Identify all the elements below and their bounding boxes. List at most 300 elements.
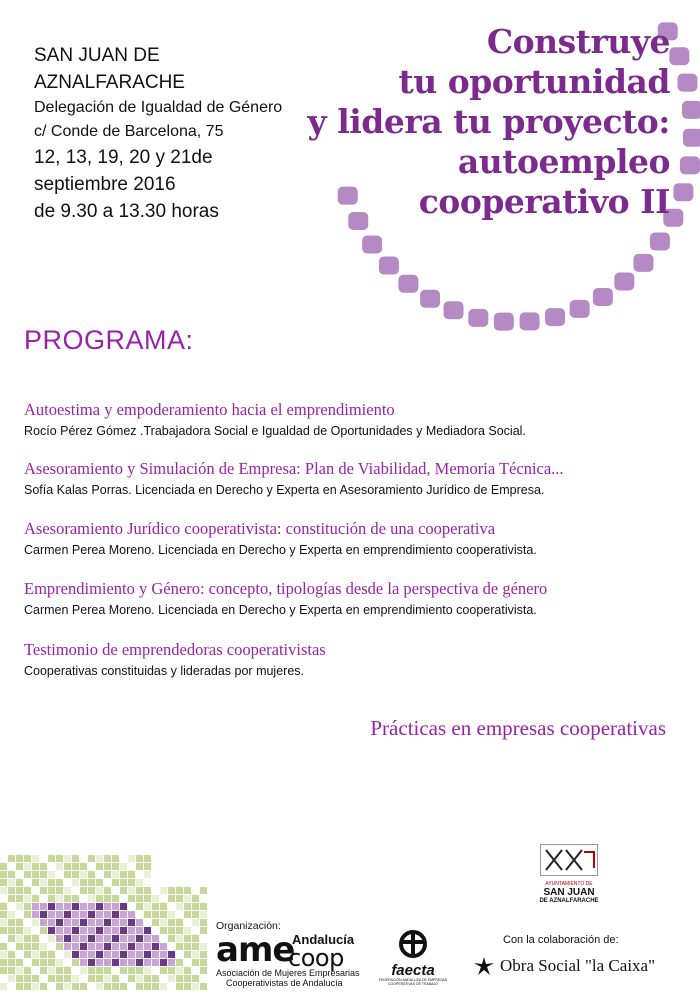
mosaic-tile bbox=[64, 967, 71, 974]
mosaic-tile bbox=[104, 919, 111, 926]
mosaic-tile bbox=[144, 935, 151, 942]
ayuntamiento-logo bbox=[536, 844, 602, 905]
mosaic-tile bbox=[80, 911, 87, 918]
mosaic-tile bbox=[120, 911, 127, 918]
mosaic-tile bbox=[24, 935, 31, 942]
arc-dot bbox=[362, 235, 382, 253]
mosaic-tile bbox=[168, 927, 175, 934]
mosaic-tile bbox=[64, 911, 71, 918]
mosaic-tile bbox=[176, 887, 183, 894]
mosaic-tile bbox=[8, 919, 15, 926]
mosaic-tile bbox=[32, 895, 39, 902]
mosaic-tile bbox=[88, 927, 95, 934]
mosaic-tile bbox=[8, 871, 15, 878]
arc-dot bbox=[614, 273, 634, 291]
mosaic-tile bbox=[40, 879, 47, 886]
mosaic-tile bbox=[168, 967, 175, 974]
mosaic-tile bbox=[80, 887, 87, 894]
mosaic-tile bbox=[160, 983, 167, 990]
mosaic-tile bbox=[128, 887, 135, 894]
mosaic-tile bbox=[48, 903, 55, 910]
mosaic-tile bbox=[48, 887, 55, 894]
mosaic-tile bbox=[136, 943, 143, 950]
mosaic-tile bbox=[96, 975, 103, 982]
mosaic-tile bbox=[152, 895, 159, 902]
mosaic-tile bbox=[40, 863, 47, 870]
mosaic-tile bbox=[24, 895, 31, 902]
mosaic-tile bbox=[96, 951, 103, 958]
mosaic-tile bbox=[80, 943, 87, 950]
mosaic-tile bbox=[144, 871, 151, 878]
mosaic-tile bbox=[128, 911, 135, 918]
mosaic-tile bbox=[40, 911, 47, 918]
mosaic-tile bbox=[64, 951, 71, 958]
mosaic-tile bbox=[0, 967, 7, 974]
mosaic-tile bbox=[144, 911, 151, 918]
mosaic-tile bbox=[64, 887, 71, 894]
arc-dot bbox=[570, 300, 590, 318]
mosaic-tile bbox=[16, 935, 23, 942]
department: Delegación de Igualdad de Género bbox=[34, 99, 283, 116]
mosaic-tile bbox=[80, 951, 87, 958]
mosaic-tile bbox=[64, 927, 71, 934]
caixa-logo bbox=[472, 955, 655, 977]
mosaic-tile bbox=[0, 863, 7, 870]
mosaic-tile bbox=[144, 983, 151, 990]
arc-dot bbox=[494, 313, 514, 331]
mosaic-tile bbox=[24, 983, 31, 990]
mosaic-tile bbox=[104, 911, 111, 918]
mosaic-tile bbox=[72, 983, 79, 990]
mosaic-tile bbox=[40, 983, 47, 990]
mosaic-tile bbox=[152, 951, 159, 958]
mosaic-tile bbox=[40, 927, 47, 934]
mosaic-tile bbox=[160, 959, 167, 966]
mosaic-tile bbox=[32, 983, 39, 990]
mosaic-tile bbox=[168, 935, 175, 942]
mosaic-tile bbox=[144, 959, 151, 966]
poster-title bbox=[308, 22, 670, 222]
mosaic-tile bbox=[176, 903, 183, 910]
mosaic-tile bbox=[88, 879, 95, 886]
mosaic-tile bbox=[88, 855, 95, 862]
mosaic-tile bbox=[96, 863, 103, 870]
mosaic-tile bbox=[112, 983, 119, 990]
mosaic-tile bbox=[120, 887, 127, 894]
title-line5: cooperativo II bbox=[418, 182, 670, 221]
mosaic-tile bbox=[192, 959, 199, 966]
mosaic-tile bbox=[32, 975, 39, 982]
mosaic-tile bbox=[0, 943, 7, 950]
mosaic-tile bbox=[152, 943, 159, 950]
ame-sub2: Cooperativistas de Andalucía bbox=[226, 978, 343, 988]
mosaic-tile bbox=[176, 927, 183, 934]
mosaic-tile bbox=[176, 983, 183, 990]
arc-dot bbox=[468, 309, 488, 327]
mosaic-tile bbox=[96, 959, 103, 966]
mosaic-tile bbox=[192, 951, 199, 958]
mosaic-tile bbox=[8, 927, 15, 934]
mosaic-tile bbox=[88, 895, 95, 902]
mosaic-tile bbox=[200, 967, 207, 974]
mosaic-tile bbox=[136, 895, 143, 902]
ame-sub1: Asociación de Mujeres Empresarias bbox=[216, 968, 360, 978]
mosaic-tile bbox=[72, 919, 79, 926]
mosaic-tile bbox=[32, 855, 39, 862]
mosaic-tile bbox=[120, 943, 127, 950]
mosaic-tile bbox=[64, 903, 71, 910]
mosaic-tile bbox=[8, 911, 15, 918]
mosaic-tile bbox=[120, 951, 127, 958]
mosaic-tile bbox=[32, 951, 39, 958]
dates-line2: septiembre 2016 bbox=[34, 174, 176, 195]
mosaic-tile bbox=[144, 863, 151, 870]
mosaic-tile bbox=[144, 903, 151, 910]
mosaic-tile bbox=[56, 903, 63, 910]
mosaic-tile bbox=[184, 911, 191, 918]
arc-dot bbox=[520, 312, 540, 330]
mosaic-tile bbox=[40, 887, 47, 894]
caixa-name: Obra Social "la Caixa" bbox=[500, 956, 656, 975]
mosaic-tile bbox=[16, 879, 23, 886]
mosaic-tile bbox=[192, 895, 199, 902]
mosaic-tile bbox=[16, 967, 23, 974]
hours: de 9.30 a 13.30 horas bbox=[34, 201, 219, 222]
mosaic-tile bbox=[144, 927, 151, 934]
mosaic-tile bbox=[200, 887, 207, 894]
mosaic-tile bbox=[152, 975, 159, 982]
ame-wordmark: ame bbox=[216, 930, 295, 970]
mosaic-tile bbox=[64, 863, 71, 870]
mosaic-tile bbox=[0, 903, 7, 910]
mosaic-tile bbox=[104, 935, 111, 942]
mosaic-tile bbox=[120, 863, 127, 870]
mosaic-tile bbox=[184, 975, 191, 982]
mosaic-tile bbox=[16, 943, 23, 950]
mosaic-tile bbox=[16, 855, 23, 862]
mosaic-tile bbox=[120, 871, 127, 878]
mosaic-tile bbox=[56, 935, 63, 942]
mosaic-tile bbox=[64, 895, 71, 902]
mosaic-tile bbox=[56, 855, 63, 862]
mosaic-tile bbox=[192, 903, 199, 910]
mosaic-tile bbox=[120, 935, 127, 942]
faecta-icon bbox=[395, 930, 431, 958]
organizacion-label: Organización: bbox=[216, 920, 281, 932]
mosaic-tile bbox=[48, 935, 55, 942]
program-item bbox=[24, 640, 684, 680]
mosaic-tile bbox=[24, 863, 31, 870]
arc-dot bbox=[420, 290, 440, 308]
mosaic-tile bbox=[72, 935, 79, 942]
mosaic-tile bbox=[8, 959, 15, 966]
ayto-name: SAN JUAN bbox=[543, 887, 595, 898]
mosaic-tile bbox=[16, 975, 23, 982]
dates-line1: 12, 13, 19, 20 y 21de bbox=[34, 147, 213, 168]
mosaic-tile bbox=[176, 935, 183, 942]
mosaic-tile bbox=[128, 959, 135, 966]
mosaic-tile bbox=[56, 967, 63, 974]
program-item bbox=[24, 459, 684, 499]
mosaic-tile bbox=[192, 919, 199, 926]
mosaic-tile bbox=[128, 951, 135, 958]
mosaic-tile bbox=[64, 919, 71, 926]
mosaic-tile bbox=[112, 903, 119, 910]
mosaic-tile bbox=[144, 855, 151, 862]
mosaic-tile bbox=[200, 927, 207, 934]
mosaic-tile bbox=[136, 983, 143, 990]
mosaic-tile bbox=[136, 887, 143, 894]
mosaic-tile bbox=[144, 951, 151, 958]
mosaic-tile bbox=[16, 863, 23, 870]
mosaic-tile bbox=[8, 879, 15, 886]
mosaic-tile bbox=[48, 951, 55, 958]
mosaic-tile bbox=[48, 927, 55, 934]
address: c/ Conde de Barcelona, 75 bbox=[34, 123, 224, 140]
mosaic-tile bbox=[80, 903, 87, 910]
mosaic-tile bbox=[96, 879, 103, 886]
mosaic-tile bbox=[40, 951, 47, 958]
mosaic-tile bbox=[160, 927, 167, 934]
mosaic-tile bbox=[56, 983, 63, 990]
mosaic-tile bbox=[136, 919, 143, 926]
mosaic-tile bbox=[120, 919, 127, 926]
ayto-sub: DE AZNALFARACHE bbox=[539, 898, 599, 904]
mosaic-tile bbox=[168, 911, 175, 918]
mosaic-tile bbox=[16, 887, 23, 894]
mosaic-tile bbox=[104, 959, 111, 966]
mosaic-tile bbox=[112, 863, 119, 870]
mosaic-tile bbox=[136, 863, 143, 870]
mosaic-tile bbox=[56, 887, 63, 894]
mosaic-tile bbox=[152, 935, 159, 942]
mosaic-tile bbox=[96, 919, 103, 926]
arc-dot bbox=[683, 129, 700, 147]
mosaic-tile bbox=[192, 975, 199, 982]
mosaic-tile bbox=[80, 879, 87, 886]
ayto-label: AYUNTAMIENTO DE bbox=[545, 881, 593, 887]
mosaic-tile bbox=[192, 983, 199, 990]
program-item-title: Testimonio de emprendedoras cooperativistas bbox=[24, 640, 326, 659]
mosaic-tile bbox=[112, 879, 119, 886]
mosaic-tile bbox=[160, 903, 167, 910]
mosaic-tile bbox=[80, 927, 87, 934]
arc-dot bbox=[680, 156, 700, 174]
mosaic-tile bbox=[160, 951, 167, 958]
mosaic-tile bbox=[152, 983, 159, 990]
mosaic-tile bbox=[160, 887, 167, 894]
mosaic-tile bbox=[56, 919, 63, 926]
mosaic-tile bbox=[200, 911, 207, 918]
mosaic-tile bbox=[0, 959, 7, 966]
town-line2: AZNALFARACHE bbox=[34, 72, 185, 93]
mosaic-tile bbox=[56, 895, 63, 902]
mosaic-tile bbox=[72, 855, 79, 862]
mosaic-tile bbox=[0, 887, 7, 894]
mosaic-tile bbox=[200, 951, 207, 958]
program-item-desc: Cooperativas constituidas y lideradas por mujeres. bbox=[24, 664, 304, 678]
mosaic-tile bbox=[192, 911, 199, 918]
mosaic-tile bbox=[120, 967, 127, 974]
mosaic-tile bbox=[80, 919, 87, 926]
mosaic-tile bbox=[104, 943, 111, 950]
mosaic-tile bbox=[200, 943, 207, 950]
mosaic-tile bbox=[184, 903, 191, 910]
mosaic-tile bbox=[200, 903, 207, 910]
mosaic-tile bbox=[104, 967, 111, 974]
program-item bbox=[24, 400, 684, 440]
mosaic-tile bbox=[48, 967, 55, 974]
mosaic-tile bbox=[8, 975, 15, 982]
mosaic-tile bbox=[88, 919, 95, 926]
mosaic-tile bbox=[88, 943, 95, 950]
mosaic-tile bbox=[192, 935, 199, 942]
arc-dot bbox=[593, 288, 613, 306]
program-item bbox=[24, 519, 684, 559]
mosaic-tile bbox=[120, 927, 127, 934]
mosaic-tile bbox=[16, 903, 23, 910]
mosaic-tile bbox=[32, 959, 39, 966]
mosaic-tile bbox=[80, 959, 87, 966]
mosaic-tile bbox=[72, 895, 79, 902]
mosaic-tile bbox=[200, 919, 207, 926]
program-item-desc: Sofía Kalas Porras. Licenciada en Derecho y Experta en Asesoramiento Jurídico de Empresa. bbox=[24, 483, 545, 497]
faecta-name: faecta bbox=[391, 962, 435, 979]
arc-dot bbox=[379, 257, 399, 275]
mosaic-tile bbox=[24, 887, 31, 894]
mosaic-tile bbox=[72, 959, 79, 966]
mosaic-tile bbox=[0, 951, 7, 958]
mosaic-tile bbox=[0, 927, 7, 934]
title-line4: autoempleo bbox=[457, 142, 670, 181]
mosaic-tile bbox=[64, 871, 71, 878]
mosaic-tile bbox=[64, 943, 71, 950]
mosaic-tile bbox=[56, 927, 63, 934]
mosaic-tile bbox=[24, 927, 31, 934]
mosaic-tile bbox=[184, 895, 191, 902]
arc-dot bbox=[444, 301, 464, 319]
mosaic-tile bbox=[48, 911, 55, 918]
mosaic-tile bbox=[80, 935, 87, 942]
mosaic-tile bbox=[136, 855, 143, 862]
mosaic-tile bbox=[24, 967, 31, 974]
arc-dot bbox=[669, 47, 689, 65]
mosaic-tile bbox=[144, 967, 151, 974]
mosaic-tile bbox=[136, 935, 143, 942]
mosaic-tile bbox=[112, 943, 119, 950]
mosaic-tile bbox=[136, 879, 143, 886]
mosaic-tile bbox=[48, 959, 55, 966]
mosaic-tile bbox=[136, 975, 143, 982]
mosaic-tile bbox=[24, 871, 31, 878]
ame-andalucia: Andalucía bbox=[292, 932, 355, 947]
mosaic-tile bbox=[168, 887, 175, 894]
town-line1: SAN JUAN DE bbox=[34, 45, 160, 66]
mosaic-tile bbox=[72, 927, 79, 934]
program-item-title: Asesoramiento Jurídico cooperativista: constitución de una cooperativa bbox=[24, 519, 496, 538]
mosaic-tile bbox=[136, 903, 143, 910]
mosaic-tile bbox=[112, 975, 119, 982]
mosaic-tile bbox=[0, 983, 7, 990]
mosaic-tile bbox=[128, 879, 135, 886]
mosaic-tile bbox=[96, 943, 103, 950]
ame-coop: coop bbox=[288, 944, 344, 972]
mosaic-tile bbox=[88, 975, 95, 982]
title-line3: y lidera tu proyecto: bbox=[307, 102, 670, 141]
pixel-mosaic-logo bbox=[0, 855, 210, 994]
mosaic-tile bbox=[24, 911, 31, 918]
mosaic-tile bbox=[32, 943, 39, 950]
mosaic-tile bbox=[8, 887, 15, 894]
mosaic-tile bbox=[104, 887, 111, 894]
ayuntamiento-icon bbox=[540, 844, 598, 876]
mosaic-tile bbox=[128, 943, 135, 950]
program-item-title: Asesoramiento y Simulación de Empresa: Plan de Viabilidad, Memoria Técnica... bbox=[24, 459, 564, 478]
mosaic-tile bbox=[8, 935, 15, 942]
mosaic-tile bbox=[112, 951, 119, 958]
mosaic-tile bbox=[200, 959, 207, 966]
mosaic-tile bbox=[88, 951, 95, 958]
mosaic-tile bbox=[112, 927, 119, 934]
mosaic-tile bbox=[40, 871, 47, 878]
mosaic-tile bbox=[136, 951, 143, 958]
mosaic-tile bbox=[16, 983, 23, 990]
mosaic-tile bbox=[128, 967, 135, 974]
caixa-star-icon bbox=[472, 955, 496, 977]
mosaic-tile bbox=[0, 919, 7, 926]
mosaic-tile bbox=[56, 959, 63, 966]
mosaic-tile bbox=[64, 855, 71, 862]
title-line2: tu oportunidad bbox=[398, 62, 670, 101]
mosaic-tile bbox=[112, 871, 119, 878]
mosaic-tile bbox=[120, 983, 127, 990]
mosaic-tile bbox=[144, 943, 151, 950]
mosaic-tile bbox=[8, 951, 15, 958]
mosaic-tile bbox=[88, 967, 95, 974]
mosaic-tile bbox=[48, 879, 55, 886]
mosaic-tile bbox=[24, 855, 31, 862]
mosaic-tile bbox=[112, 935, 119, 942]
mosaic-tile bbox=[104, 983, 111, 990]
program-item-desc: Carmen Perea Moreno. Licenciada en Derecho y Experta en emprendimiento cooperativista. bbox=[24, 543, 537, 557]
mosaic-tile bbox=[8, 855, 15, 862]
mosaic-tile bbox=[168, 951, 175, 958]
faecta-logo bbox=[378, 930, 448, 986]
mosaic-tile bbox=[184, 935, 191, 942]
mosaic-tile bbox=[40, 943, 47, 950]
mosaic-tile bbox=[80, 871, 87, 878]
faecta-sub: FEDERACIÓN ANDALUZA DE EMPRESAS COOPERATIVAS DE TRABAJO bbox=[378, 978, 448, 986]
mosaic-tile bbox=[128, 935, 135, 942]
mosaic-tile bbox=[96, 935, 103, 942]
mosaic-tile bbox=[64, 975, 71, 982]
mosaic-tile bbox=[48, 855, 55, 862]
mosaic-tile bbox=[56, 975, 63, 982]
mosaic-tile bbox=[40, 903, 47, 910]
mosaic-tile bbox=[56, 911, 63, 918]
mosaic-tile bbox=[32, 871, 39, 878]
mosaic-tile bbox=[40, 967, 47, 974]
mosaic-tile bbox=[8, 967, 15, 974]
mosaic-tile bbox=[88, 887, 95, 894]
arc-dot bbox=[677, 74, 697, 92]
mosaic-tile bbox=[184, 927, 191, 934]
mosaic-tile bbox=[120, 959, 127, 966]
mosaic-tile bbox=[160, 919, 167, 926]
mosaic-tile bbox=[72, 863, 79, 870]
mosaic-tile bbox=[24, 903, 31, 910]
mosaic-tile bbox=[24, 951, 31, 958]
